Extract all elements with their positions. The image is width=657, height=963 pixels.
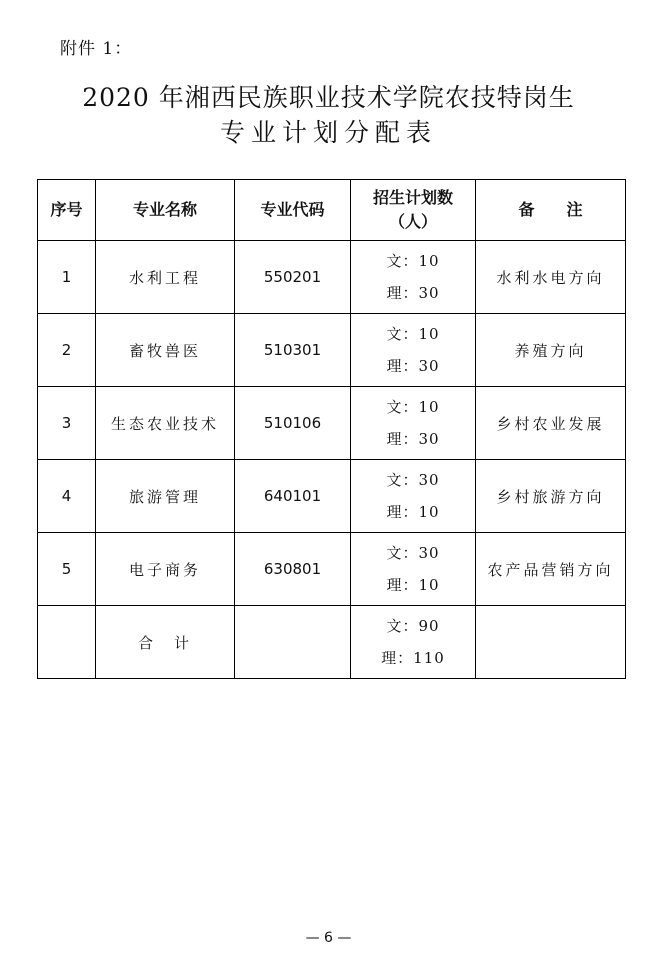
plan-arts: 文：30 [386, 471, 440, 489]
attachment-label: 附件 1： [60, 39, 133, 59]
table-row [38, 314, 626, 387]
row-note: 乡村农业发展 [476, 387, 626, 460]
row-note: 农产品营销方向 [476, 533, 626, 606]
page-number: — 6 — [305, 930, 352, 946]
row-seq: 1 [38, 241, 96, 314]
row-major: 旅游管理 [96, 460, 235, 533]
header-major: 专业名称 [96, 180, 235, 241]
document-title-line2: 专业计划分配表 [219, 118, 437, 147]
row-major: 电子商务 [96, 533, 235, 606]
row-seq: 5 [38, 533, 96, 606]
row-seq: 3 [38, 387, 96, 460]
plan-arts: 文：30 [386, 544, 440, 562]
header-note: 备 注 [476, 180, 626, 241]
row-major: 生态农业技术 [96, 387, 235, 460]
plan-science: 理：10 [386, 576, 440, 594]
total-arts: 文：90 [386, 617, 440, 635]
table-row [38, 387, 626, 460]
row-seq: 2 [38, 314, 96, 387]
row-note: 养殖方向 [476, 314, 626, 387]
plan-science: 理：30 [386, 430, 440, 448]
row-code: 510106 [235, 387, 351, 460]
total-note [476, 606, 626, 679]
row-code: 510301 [235, 314, 351, 387]
row-seq: 4 [38, 460, 96, 533]
row-code: 550201 [235, 241, 351, 314]
total-plan [351, 606, 476, 679]
row-code: 640101 [235, 460, 351, 533]
table-row [38, 460, 626, 533]
row-major: 水利工程 [96, 241, 235, 314]
plan-science: 理：30 [386, 357, 440, 375]
row-plan [351, 314, 476, 387]
table-row [38, 241, 626, 314]
table-header-row [38, 180, 626, 241]
header-plan-line2: （人） [388, 212, 437, 231]
total-label: 合 计 [96, 606, 235, 679]
row-plan [351, 460, 476, 533]
total-science: 理：110 [381, 649, 445, 667]
total-code [235, 606, 351, 679]
header-plan [351, 180, 476, 241]
plan-arts: 文：10 [386, 325, 440, 343]
row-major: 畜牧兽医 [96, 314, 235, 387]
plan-science: 理：10 [386, 503, 440, 521]
document-title-line1: 2020 年湘西民族职业技术学院农技特岗生 [82, 83, 575, 112]
row-note: 乡村旅游方向 [476, 460, 626, 533]
row-code: 630801 [235, 533, 351, 606]
plan-arts: 文：10 [386, 398, 440, 416]
header-code: 专业代码 [235, 180, 351, 241]
header-seq: 序号 [38, 180, 96, 241]
header-plan-line1: 招生计划数 [372, 188, 453, 207]
row-plan [351, 241, 476, 314]
plan-science: 理：30 [386, 284, 440, 302]
plan-table [37, 179, 626, 679]
plan-arts: 文：10 [386, 252, 440, 270]
total-row [38, 606, 626, 679]
row-plan [351, 533, 476, 606]
total-seq [38, 606, 96, 679]
row-plan [351, 387, 476, 460]
table-row [38, 533, 626, 606]
row-note: 水利水电方向 [476, 241, 626, 314]
